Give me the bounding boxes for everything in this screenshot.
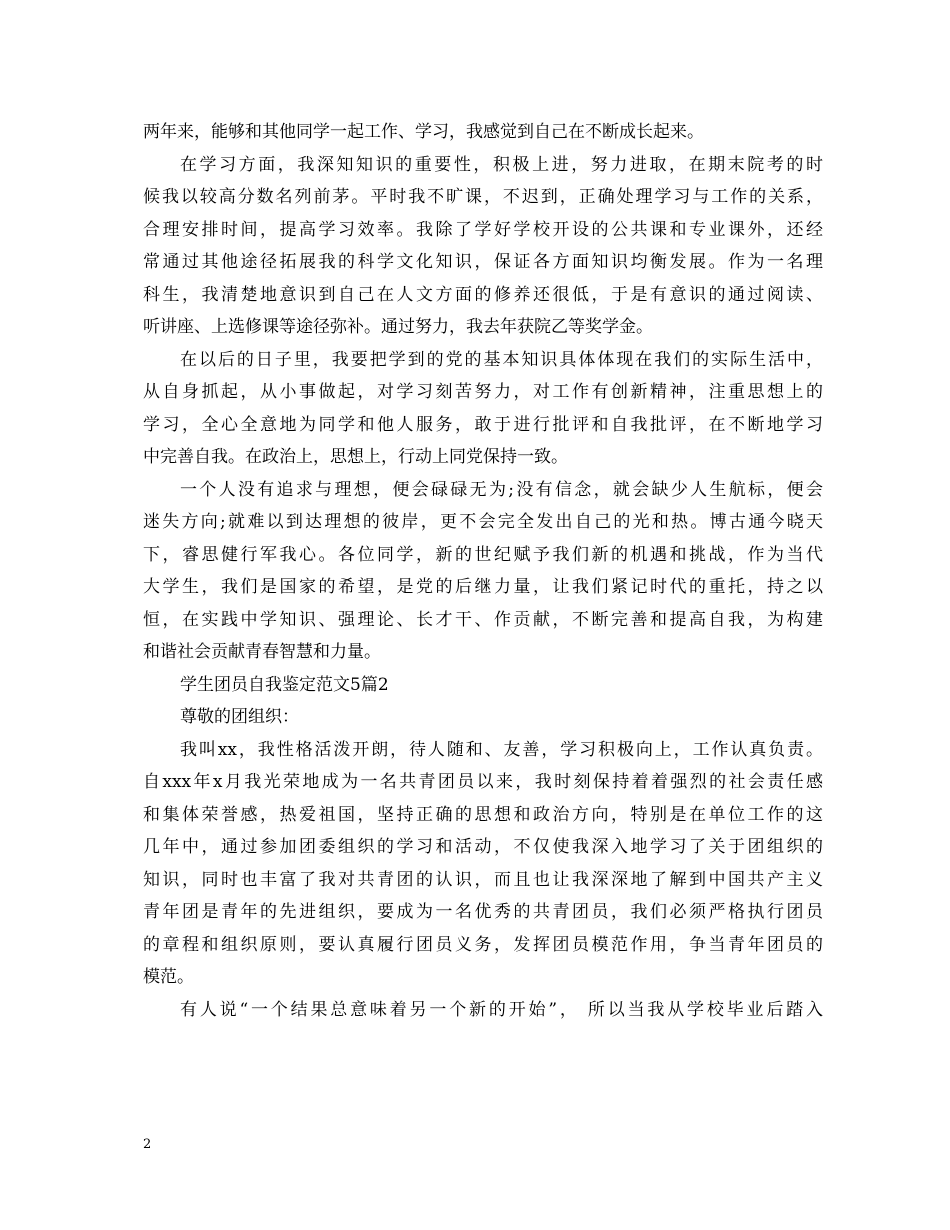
text-line: 有人说“一个结果总意味着另一个新的开始”， 所以当我从学校毕业后踏入: [180, 999, 823, 1020]
text-line: 学生团员自我鉴定范文5篇2: [180, 674, 389, 695]
text-line: 我叫xx，我性格活泼开朗，待人随和、友善，学习积极向上，工作认真负责。: [180, 739, 823, 760]
text-line: 中完善自我。在政治上，思想上，行动上同党保持一致。: [143, 447, 568, 467]
text-line: 青年团是青年的先进组织，要成为一名优秀的共青团员，我们必须严格执行团员: [143, 902, 823, 922]
text-line: 一个人没有追求与理想，便会碌碌无为;没有信念，就会缺少人生航标，便会: [180, 479, 823, 500]
body-text: [143, 116, 823, 1026]
text-line: 两年来，能够和其他同学一起工作、学习，我感觉到自己在不断成长起来。: [143, 122, 704, 142]
text-line: 自xxx年x月我光荣地成为一名共青团员以来，我时刻保持着着强烈的社会责任感: [143, 772, 823, 792]
text-line: 尊敬的团组织：: [180, 707, 299, 727]
text-line: 迷失方向;就难以到达理想的彼岸，更不会完全发出自己的光和热。博古通今晓天: [143, 512, 823, 532]
text-line: 在学习方面，我深知知识的重要性，积极上进，努力进取，在期末院考的时: [180, 154, 823, 175]
text-line: 合理安排时间，提高学习效率。我除了学好学校开设的公共课和专业课外，还经: [143, 219, 823, 240]
text-line: 大学生，我们是国家的希望，是党的后继力量，让我们紧记时代的重托，持之以: [143, 577, 823, 597]
text-line: 候我以较高分数名列前茅。平时我不旷课，不迟到，正确处理学习与工作的关系，: [143, 187, 823, 207]
page-number: 2: [143, 1137, 152, 1152]
text-line: 几年中，通过参加团委组织的学习和活动，不仅使我深入地学习了关于团组织的: [143, 837, 823, 857]
text-line: 听讲座、上选修课等途径弥补。通过努力，我去年获院乙等奖学金。: [143, 317, 653, 337]
text-line: 从自身抓起，从小事做起，对学习刻苦努力，对工作有创新精神，注重思想上的: [143, 382, 823, 402]
text-line: 知识，同时也丰富了我对共青团的认识，而且也让我深深地了解到中国共产主义: [143, 869, 823, 890]
text-line: 的章程和组织原则，要认真履行团员义务，发挥团员模范作用，争当青年团员的: [143, 934, 823, 955]
text-line: 下，睿思健行军我心。各位同学，新的世纪赋予我们新的机遇和挑战，作为当代: [143, 544, 823, 565]
text-line: 模范。: [143, 967, 194, 987]
text-line: 和谐社会贡献青春智慧和力量。: [143, 642, 381, 662]
text-line: 科生，我清楚地意识到自己在人文方面的修养还很低，于是有意识的通过阅读、: [143, 284, 823, 305]
text-line: 常通过其他途径拓展我的科学文化知识，保证各方面知识均衡发展。作为一名理: [143, 252, 823, 272]
text-line: 在以后的日子里，我要把学到的党的基本知识具体体现在我们的实际生活中，: [180, 349, 823, 370]
text-line: 和集体荣誉感，热爱祖国，坚持正确的思想和政治方向，特别是在单位工作的这: [143, 804, 823, 825]
text-line: 恒，在实践中学知识、强理论、长才干、作贡献，不断完善和提高自我，为构建: [143, 609, 823, 630]
text-line: 学习，全心全意地为同学和他人服务，敢于进行批评和自我批评，在不断地学习: [143, 414, 823, 435]
